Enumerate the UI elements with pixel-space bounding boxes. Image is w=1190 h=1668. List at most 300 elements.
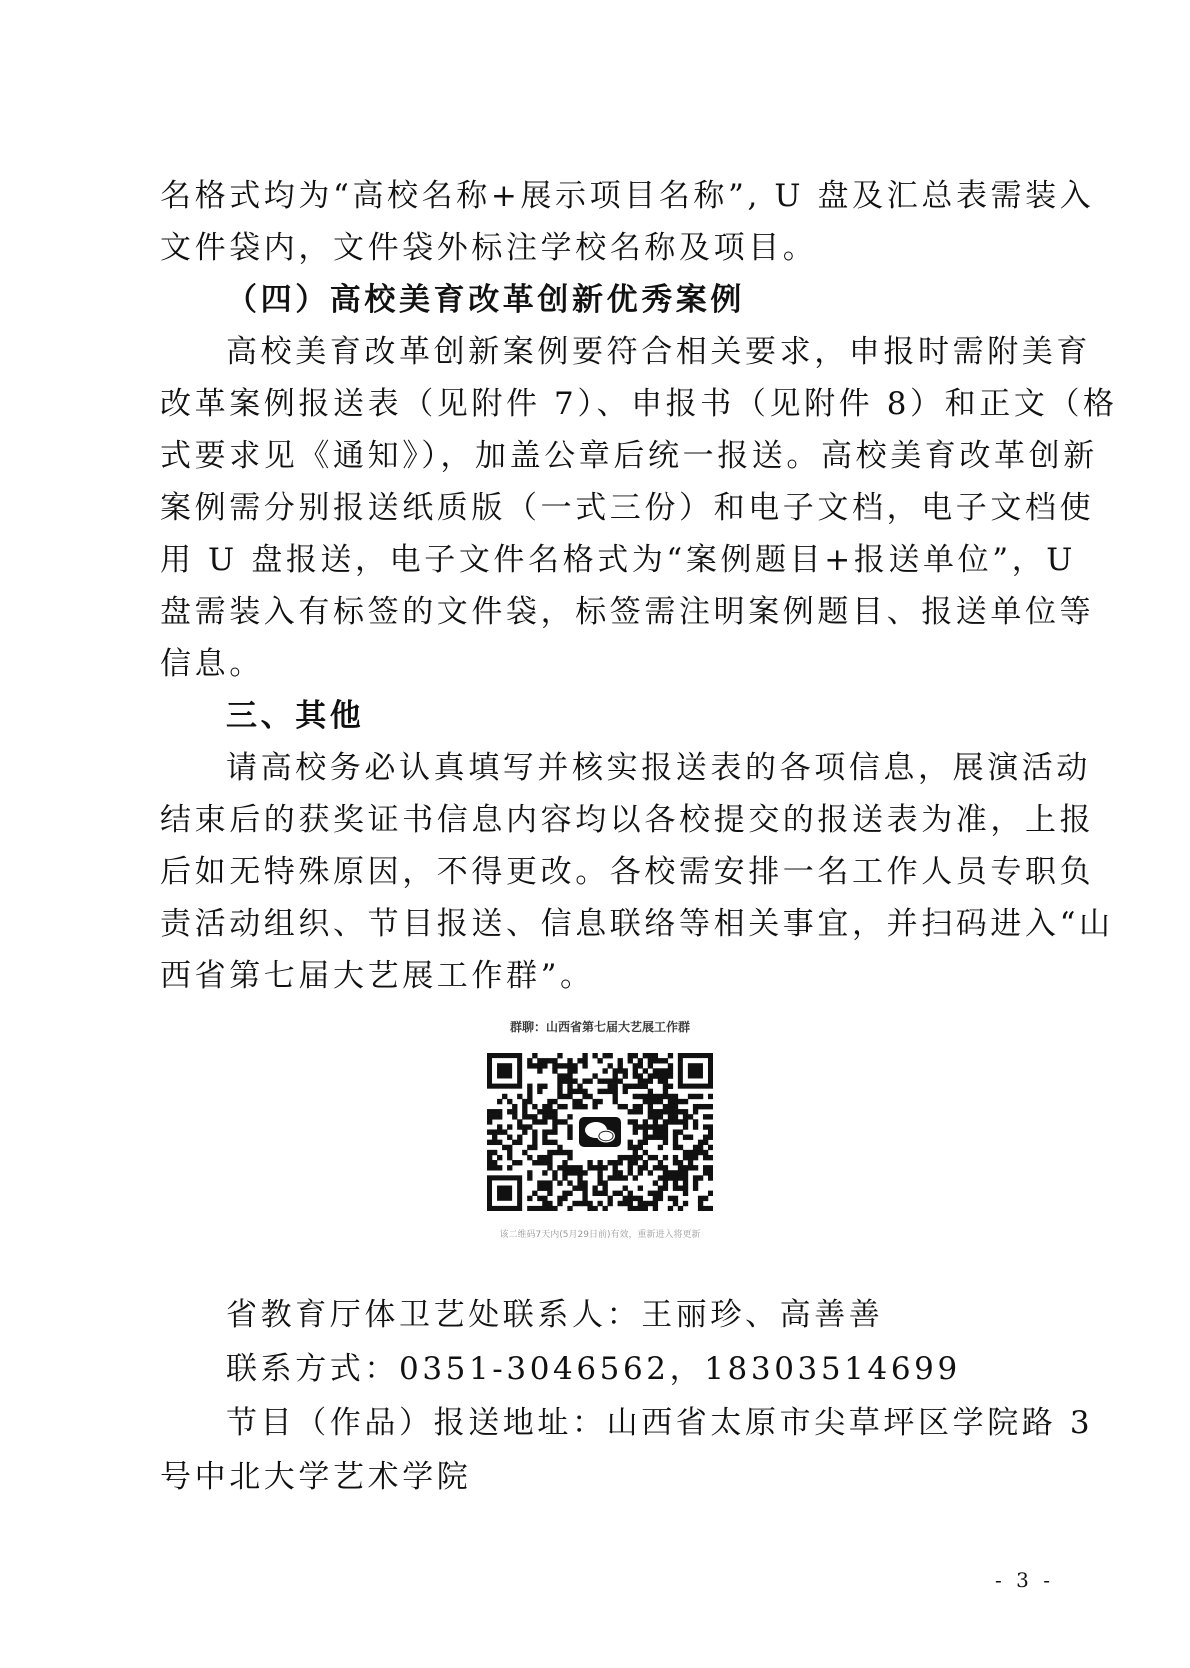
qr-module — [537, 1068, 542, 1073]
qr-module — [562, 1160, 567, 1165]
qr-module — [532, 1206, 537, 1211]
qr-module — [673, 1145, 678, 1150]
qr-module — [572, 1099, 577, 1104]
qr-module — [683, 1109, 688, 1114]
qr-module — [653, 1094, 658, 1099]
qr-module — [663, 1135, 668, 1140]
qr-module — [633, 1124, 638, 1129]
qr-module — [648, 1094, 653, 1099]
body-line: 责活动组织、节目报送、信息联络等相关事宜，并扫码进入“山 — [160, 906, 1114, 942]
qr-module — [537, 1084, 542, 1089]
qr-module — [492, 1140, 497, 1145]
qr-module — [658, 1068, 663, 1073]
qr-module — [542, 1170, 547, 1175]
qr-module — [532, 1053, 537, 1058]
qr-module — [557, 1053, 562, 1058]
qr-module — [633, 1109, 638, 1114]
qr-module — [663, 1119, 668, 1124]
qr-module — [603, 1206, 608, 1211]
qr-module — [658, 1165, 663, 1170]
qr-module — [572, 1170, 577, 1175]
qr-module — [552, 1109, 557, 1114]
qr-module — [623, 1073, 628, 1078]
qr-module — [683, 1201, 688, 1206]
qr-module — [683, 1170, 688, 1175]
qr-module — [567, 1084, 572, 1089]
qr-module — [683, 1165, 688, 1170]
qr-module — [582, 1196, 587, 1201]
qr-module — [562, 1196, 567, 1201]
qr-module — [537, 1186, 542, 1191]
qr-module — [582, 1180, 587, 1185]
qr-module — [628, 1053, 633, 1058]
section-heading-3: 三、其他 — [226, 698, 365, 734]
qr-module — [527, 1145, 532, 1150]
qr-module — [487, 1129, 492, 1134]
qr-module — [653, 1155, 658, 1160]
qr-module — [678, 1170, 683, 1175]
qr-module — [618, 1175, 623, 1180]
qr-module — [658, 1145, 663, 1150]
qr-module — [658, 1196, 663, 1201]
qr-module — [527, 1170, 532, 1175]
qr-module — [547, 1058, 552, 1063]
qr-module — [678, 1119, 683, 1124]
qr-module — [552, 1206, 557, 1211]
qr-module — [592, 1165, 597, 1170]
qr-module — [572, 1201, 577, 1206]
wechat-bubble-fill — [599, 1132, 612, 1141]
qr-module — [643, 1140, 648, 1145]
qr-module — [567, 1191, 572, 1196]
body-line: 用 U 盘报送，电子文件名格式为“案例题目+报送单位”，U — [160, 542, 1077, 578]
qr-module — [567, 1180, 572, 1185]
qr-module — [688, 1114, 693, 1119]
qr-module — [688, 1160, 693, 1165]
qr-module — [517, 1140, 522, 1145]
qr-module — [633, 1160, 638, 1165]
qr-module — [603, 1191, 608, 1196]
qr-module — [562, 1078, 567, 1083]
qr-module — [638, 1124, 643, 1129]
qr-module — [693, 1150, 698, 1155]
qr-module — [663, 1140, 668, 1145]
qr-module — [562, 1104, 567, 1109]
qr-module — [643, 1094, 648, 1099]
qr-module — [673, 1155, 678, 1160]
qr-module — [562, 1073, 567, 1078]
qr-module — [623, 1175, 628, 1180]
qr-module — [517, 1160, 522, 1165]
qr-module — [673, 1196, 678, 1201]
qr-module — [527, 1124, 532, 1129]
qr-module — [703, 1124, 708, 1129]
qr-module — [562, 1175, 567, 1180]
qr-module — [577, 1170, 582, 1175]
qr-module — [527, 1094, 532, 1099]
qr-module — [582, 1094, 587, 1099]
qr-module — [613, 1078, 618, 1083]
qr-module — [703, 1165, 708, 1170]
qr-module — [673, 1175, 678, 1180]
qr-module — [633, 1145, 638, 1150]
qr-module — [633, 1119, 638, 1124]
body-line: 请高校务必认真填写并核实报送表的各项信息，展演活动 — [226, 750, 1091, 786]
qr-module — [633, 1073, 638, 1078]
qr-module — [668, 1109, 673, 1114]
qr-module — [577, 1186, 582, 1191]
qr-module — [698, 1175, 703, 1180]
qr-module — [507, 1124, 512, 1129]
qr-module — [527, 1063, 532, 1068]
qr-module — [557, 1201, 562, 1206]
qr-module — [663, 1155, 668, 1160]
qr-module — [497, 1114, 502, 1119]
qr-module — [567, 1058, 572, 1063]
qr-module — [618, 1078, 623, 1083]
qr-module — [547, 1109, 552, 1114]
qr-module — [527, 1114, 532, 1119]
qr-module — [653, 1206, 658, 1211]
qr-module — [693, 1094, 698, 1099]
qr-module — [532, 1114, 537, 1119]
qr-module — [572, 1068, 577, 1073]
qr-module — [643, 1201, 648, 1206]
qr-module — [623, 1186, 628, 1191]
qr-module — [608, 1201, 613, 1206]
qr-module — [492, 1114, 497, 1119]
qr-module — [673, 1201, 678, 1206]
qr-module — [608, 1063, 613, 1068]
qr-module — [628, 1170, 633, 1175]
qr-module — [648, 1063, 653, 1068]
qr-module — [542, 1160, 547, 1165]
qr-module — [693, 1119, 698, 1124]
qr-module — [683, 1124, 688, 1129]
qr-module — [608, 1160, 613, 1165]
qr-module — [648, 1058, 653, 1063]
qr-module — [577, 1089, 582, 1094]
qr-module — [708, 1170, 713, 1175]
qr-module — [567, 1165, 572, 1170]
qr-module — [653, 1119, 658, 1124]
qr-module — [512, 1140, 517, 1145]
qr-module — [567, 1094, 572, 1099]
qr-module — [608, 1053, 613, 1058]
qr-module — [648, 1170, 653, 1175]
qr-module — [708, 1135, 713, 1140]
qr-module — [522, 1109, 527, 1114]
qr-module — [648, 1114, 653, 1119]
qr-module — [703, 1114, 708, 1119]
qr-module — [673, 1140, 678, 1145]
qr-module — [628, 1145, 633, 1150]
qr-module — [663, 1094, 668, 1099]
qr-module — [552, 1058, 557, 1063]
qr-module — [552, 1129, 557, 1134]
qr-module — [582, 1191, 587, 1196]
qr-module — [638, 1201, 643, 1206]
qr-module — [487, 1114, 492, 1119]
qr-module — [633, 1129, 638, 1134]
qr-module — [557, 1073, 562, 1078]
qr-module — [537, 1063, 542, 1068]
qr-module — [663, 1109, 668, 1114]
qr-module — [703, 1140, 708, 1145]
qr-module — [703, 1104, 708, 1109]
qr-module — [582, 1058, 587, 1063]
qr-module — [678, 1206, 683, 1211]
qr-module — [592, 1206, 597, 1211]
qr-module — [557, 1104, 562, 1109]
qr-module — [517, 1135, 522, 1140]
qr-module — [673, 1160, 678, 1165]
qr-module — [542, 1180, 547, 1185]
qr-module — [678, 1175, 683, 1180]
qr-module — [628, 1206, 633, 1211]
qr-module — [597, 1170, 602, 1175]
qr-module — [587, 1201, 592, 1206]
qr-module — [668, 1084, 673, 1089]
qr-module — [522, 1099, 527, 1104]
qr-module — [673, 1186, 678, 1191]
qr-module — [512, 1104, 517, 1109]
qr-module — [678, 1109, 683, 1114]
qr-module — [638, 1078, 643, 1083]
qr-module — [653, 1129, 658, 1134]
qr-module — [517, 1119, 522, 1124]
qr-module — [683, 1135, 688, 1140]
qr-module — [532, 1140, 537, 1145]
qr-module — [668, 1170, 673, 1175]
qr-module — [618, 1104, 623, 1109]
qr-module — [673, 1180, 678, 1185]
qr-module — [698, 1104, 703, 1109]
qr-module — [567, 1114, 572, 1119]
qr-module — [633, 1094, 638, 1099]
qr-module — [537, 1058, 542, 1063]
qr-module — [507, 1145, 512, 1150]
qr-module — [638, 1094, 643, 1099]
qr-module — [567, 1155, 572, 1160]
qr-module — [537, 1119, 542, 1124]
qr-module — [492, 1109, 497, 1114]
qr-module — [663, 1089, 668, 1094]
qr-finder-core — [497, 1186, 512, 1201]
qr-module — [592, 1099, 597, 1104]
qr-module — [658, 1109, 663, 1114]
qr-module — [653, 1053, 658, 1058]
qr-module — [653, 1196, 658, 1201]
qr-module — [698, 1094, 703, 1099]
qr-module — [567, 1129, 572, 1134]
qr-module — [592, 1104, 597, 1109]
qr-module — [683, 1099, 688, 1104]
qr-module — [668, 1196, 673, 1201]
qr-module — [577, 1104, 582, 1109]
qr-module — [653, 1073, 658, 1078]
qr-module — [663, 1124, 668, 1129]
qr-module — [628, 1140, 633, 1145]
qr-module — [567, 1150, 572, 1155]
qr-module — [582, 1201, 587, 1206]
qr-module — [527, 1175, 532, 1180]
qr-module — [628, 1084, 633, 1089]
qr-module — [603, 1186, 608, 1191]
qr-module — [668, 1175, 673, 1180]
qr-module — [623, 1196, 628, 1201]
qr-module — [512, 1160, 517, 1165]
qr-module — [638, 1084, 643, 1089]
qr-module — [608, 1175, 613, 1180]
qr-module — [547, 1160, 552, 1165]
qr-module — [542, 1140, 547, 1145]
qr-module — [552, 1063, 557, 1068]
qr-module — [693, 1109, 698, 1114]
qr-module — [547, 1186, 552, 1191]
qr-module — [527, 1058, 532, 1063]
qr-module — [542, 1135, 547, 1140]
qr-module — [663, 1084, 668, 1089]
qr-module — [648, 1104, 653, 1109]
qr-module — [668, 1206, 673, 1211]
qr-module — [618, 1201, 623, 1206]
page-number: - 3 - — [995, 1568, 1054, 1592]
qr-module — [673, 1099, 678, 1104]
qr-module — [567, 1206, 572, 1211]
qr-module — [653, 1114, 658, 1119]
qr-module — [643, 1206, 648, 1211]
qr-module — [618, 1191, 623, 1196]
qr-module — [648, 1078, 653, 1083]
qr-module — [613, 1094, 618, 1099]
qr-module — [623, 1068, 628, 1073]
qr-module — [492, 1150, 497, 1155]
qr-module — [618, 1160, 623, 1165]
qr-module — [618, 1063, 623, 1068]
qr-module — [633, 1084, 638, 1089]
qr-module — [492, 1135, 497, 1140]
qr-module — [678, 1160, 683, 1165]
body-line: 盘需装入有标签的文件袋，标签需注明案例题目、报送单位等 — [160, 594, 1095, 630]
qr-module — [597, 1078, 602, 1083]
qr-module — [673, 1114, 678, 1119]
qr-module — [592, 1073, 597, 1078]
qr-module — [658, 1175, 663, 1180]
qr-module — [633, 1206, 638, 1211]
qr-module — [512, 1109, 517, 1114]
qr-module — [688, 1094, 693, 1099]
qr-module — [663, 1129, 668, 1134]
qr-module — [532, 1119, 537, 1124]
qr-module — [683, 1150, 688, 1155]
qr-module — [648, 1099, 653, 1104]
qr-module — [552, 1150, 557, 1155]
qr-module — [643, 1078, 648, 1083]
contact-info — [160, 1288, 1094, 1504]
qr-module — [582, 1078, 587, 1083]
qr-code-image[interactable] — [487, 1053, 713, 1211]
qr-module — [613, 1160, 618, 1165]
qr-module — [663, 1068, 668, 1073]
qr-module — [497, 1099, 502, 1104]
qr-module — [542, 1104, 547, 1109]
qr-module — [487, 1109, 492, 1114]
qr-module — [552, 1124, 557, 1129]
qr-module — [658, 1129, 663, 1134]
qr-module — [597, 1180, 602, 1185]
qr-module — [547, 1140, 552, 1145]
qr-module — [683, 1180, 688, 1185]
qr-module — [537, 1089, 542, 1094]
qr-module — [703, 1155, 708, 1160]
qr-module — [643, 1099, 648, 1104]
qr-module — [557, 1089, 562, 1094]
qr-module — [658, 1099, 663, 1104]
qr-module — [522, 1124, 527, 1129]
qr-module — [643, 1160, 648, 1165]
qr-module — [502, 1145, 507, 1150]
qr-module — [658, 1058, 663, 1063]
qr-module — [658, 1191, 663, 1196]
qr-module — [547, 1099, 552, 1104]
qr-module — [643, 1150, 648, 1155]
qr-module — [638, 1186, 643, 1191]
qr-module — [592, 1053, 597, 1058]
qr-module — [597, 1058, 602, 1063]
qr-module — [648, 1191, 653, 1196]
qr-module — [673, 1170, 678, 1175]
body-line: 名格式均为“高校名称+展示项目名称”, U 盘及汇总表需装入 — [160, 178, 1095, 214]
qr-module — [663, 1186, 668, 1191]
qr-module — [698, 1196, 703, 1201]
qr-module — [507, 1135, 512, 1140]
qr-module — [688, 1155, 693, 1160]
qr-module — [648, 1201, 653, 1206]
qr-module — [587, 1078, 592, 1083]
qr-module — [572, 1078, 577, 1083]
qr-module — [577, 1201, 582, 1206]
qr-module — [618, 1155, 623, 1160]
qr-module — [648, 1089, 653, 1094]
qr-module — [507, 1165, 512, 1170]
qr-module — [562, 1150, 567, 1155]
qr-module — [658, 1160, 663, 1165]
qr-module — [668, 1053, 673, 1058]
qr-module — [552, 1119, 557, 1124]
qr-module — [613, 1191, 618, 1196]
qr-module — [638, 1073, 643, 1078]
qr-module — [603, 1180, 608, 1185]
qr-module — [582, 1063, 587, 1068]
qr-module — [537, 1109, 542, 1114]
qr-module — [703, 1170, 708, 1175]
qr-module — [683, 1191, 688, 1196]
qr-module — [633, 1053, 638, 1058]
qr-module — [522, 1150, 527, 1155]
qr-module — [557, 1196, 562, 1201]
contact-phone: 联系方式：0351-3046562，18303514699 — [226, 1351, 961, 1387]
qr-module — [708, 1104, 713, 1109]
qr-module — [597, 1175, 602, 1180]
qr-module — [613, 1175, 618, 1180]
qr-module — [673, 1109, 678, 1114]
qr-module — [608, 1089, 613, 1094]
body-line: 高校美育改革创新案例要符合相关要求，申报时需附美育 — [226, 334, 1091, 370]
qr-module — [487, 1150, 492, 1155]
qr-module — [572, 1104, 577, 1109]
qr-module — [487, 1165, 492, 1170]
